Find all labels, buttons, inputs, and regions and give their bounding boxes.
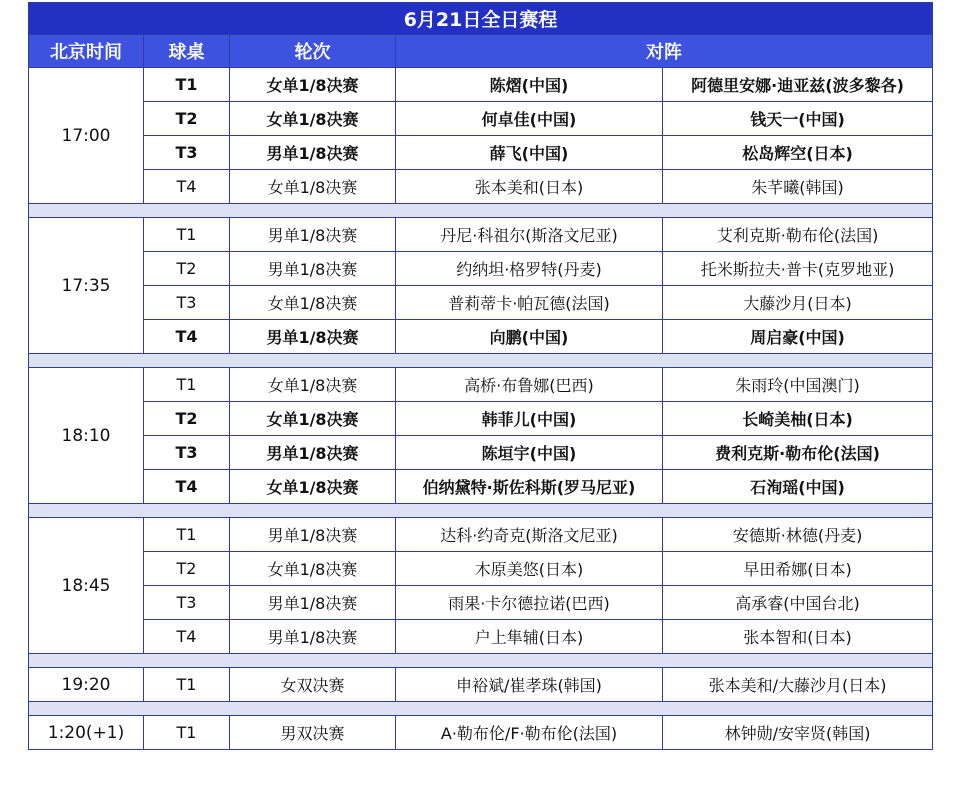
round-cell: 男单1/8决赛	[230, 518, 396, 552]
player2-cell: 松岛辉空(日本)	[663, 136, 933, 170]
separator-row	[29, 354, 933, 368]
table-cell: T2	[144, 102, 230, 136]
table-cell: T4	[144, 170, 230, 204]
separator-cell	[29, 354, 933, 368]
player2-cell: 石洵瑶(中国)	[663, 470, 933, 504]
player1-cell: 韩菲儿(中国)	[396, 402, 663, 436]
table-cell: T1	[144, 68, 230, 102]
player2-cell: 朱雨玲(中国澳门)	[663, 368, 933, 402]
page-title: 6月21日全日赛程	[29, 3, 933, 35]
table-cell: T2	[144, 552, 230, 586]
player1-cell: 约纳坦·格罗特(丹麦)	[396, 252, 663, 286]
player2-cell: 阿德里安娜·迪亚兹(波多黎各)	[663, 68, 933, 102]
player2-cell: 早田希娜(日本)	[663, 552, 933, 586]
table-cell: T3	[144, 436, 230, 470]
table-cell: T3	[144, 586, 230, 620]
header-matchup: 对阵	[396, 35, 933, 68]
player2-cell: 高承睿(中国台北)	[663, 586, 933, 620]
match-row	[29, 102, 933, 136]
header-table: 球桌	[144, 35, 230, 68]
player1-cell: 张本美和(日本)	[396, 170, 663, 204]
player1-cell: 普莉蒂卡·帕瓦德(法国)	[396, 286, 663, 320]
match-row	[29, 368, 933, 402]
match-row	[29, 668, 933, 702]
match-row	[29, 470, 933, 504]
player2-cell: 大藤沙月(日本)	[663, 286, 933, 320]
table-cell: T3	[144, 136, 230, 170]
match-row	[29, 136, 933, 170]
player2-cell: 周启豪(中国)	[663, 320, 933, 354]
player2-cell: 托米斯拉夫·普卡(克罗地亚)	[663, 252, 933, 286]
table-cell: T4	[144, 470, 230, 504]
match-row	[29, 518, 933, 552]
table-cell: T1	[144, 368, 230, 402]
separator-cell	[29, 504, 933, 518]
round-cell: 男单1/8决赛	[230, 620, 396, 654]
round-cell: 男单1/8决赛	[230, 436, 396, 470]
separator-row	[29, 204, 933, 218]
player2-cell: 钱天一(中国)	[663, 102, 933, 136]
separator-cell	[29, 702, 933, 716]
player1-cell: 雨果·卡尔德拉诺(巴西)	[396, 586, 663, 620]
player1-cell: 陈熠(中国)	[396, 68, 663, 102]
round-cell: 男单1/8决赛	[230, 136, 396, 170]
player1-cell: 高桥·布鲁娜(巴西)	[396, 368, 663, 402]
table-cell: T1	[144, 668, 230, 702]
time-cell: 18:10	[29, 368, 144, 504]
time-cell: 19:20	[29, 668, 144, 702]
header-time: 北京时间	[29, 35, 144, 68]
round-cell: 女单1/8决赛	[230, 470, 396, 504]
round-cell: 男单1/8决赛	[230, 252, 396, 286]
player1-cell: 木原美悠(日本)	[396, 552, 663, 586]
round-cell: 女单1/8决赛	[230, 286, 396, 320]
match-row	[29, 170, 933, 204]
player1-cell: 达科·约奇克(斯洛文尼亚)	[396, 518, 663, 552]
match-row	[29, 716, 933, 750]
table-cell: T1	[144, 218, 230, 252]
round-cell: 女单1/8决赛	[230, 68, 396, 102]
time-cell: 18:45	[29, 518, 144, 654]
time-cell: 1:20(+1)	[29, 716, 144, 750]
match-row	[29, 552, 933, 586]
table-cell: T1	[144, 518, 230, 552]
match-row	[29, 218, 933, 252]
player2-cell: 张本美和/大藤沙月(日本)	[663, 668, 933, 702]
match-row	[29, 620, 933, 654]
table-cell: T4	[144, 620, 230, 654]
match-row	[29, 402, 933, 436]
match-row	[29, 586, 933, 620]
separator-cell	[29, 654, 933, 668]
round-cell: 女单1/8决赛	[230, 368, 396, 402]
table-cell: T3	[144, 286, 230, 320]
round-cell: 男单1/8决赛	[230, 320, 396, 354]
match-row	[29, 436, 933, 470]
header-round: 轮次	[230, 35, 396, 68]
header-row	[29, 35, 933, 68]
round-cell: 女单1/8决赛	[230, 102, 396, 136]
player2-cell: 安德斯·林德(丹麦)	[663, 518, 933, 552]
match-row	[29, 320, 933, 354]
round-cell: 男双决赛	[230, 716, 396, 750]
match-row	[29, 286, 933, 320]
round-cell: 女单1/8决赛	[230, 552, 396, 586]
player1-cell: 申裕斌/崔孝珠(韩国)	[396, 668, 663, 702]
separator-row	[29, 654, 933, 668]
separator-row	[29, 504, 933, 518]
player2-cell: 林钟勋/安宰贤(韩国)	[663, 716, 933, 750]
player1-cell: 陈垣宇(中国)	[396, 436, 663, 470]
separator-cell	[29, 204, 933, 218]
round-cell: 女单1/8决赛	[230, 402, 396, 436]
round-cell: 男单1/8决赛	[230, 586, 396, 620]
player1-cell: 丹尼·科祖尔(斯洛文尼亚)	[396, 218, 663, 252]
player1-cell: 薛飞(中国)	[396, 136, 663, 170]
round-cell: 男单1/8决赛	[230, 218, 396, 252]
table-cell: T2	[144, 402, 230, 436]
player2-cell: 艾利克斯·勒布伦(法国)	[663, 218, 933, 252]
table-cell: T4	[144, 320, 230, 354]
player1-cell: 户上隼辅(日本)	[396, 620, 663, 654]
player2-cell: 长崎美柚(日本)	[663, 402, 933, 436]
player1-cell: A·勒布伦/F·勒布伦(法国)	[396, 716, 663, 750]
player2-cell: 张本智和(日本)	[663, 620, 933, 654]
player2-cell: 费利克斯·勒布伦(法国)	[663, 436, 933, 470]
match-row	[29, 252, 933, 286]
round-cell: 女双决赛	[230, 668, 396, 702]
player1-cell: 向鹏(中国)	[396, 320, 663, 354]
round-cell: 女单1/8决赛	[230, 170, 396, 204]
table-cell: T1	[144, 716, 230, 750]
player1-cell: 伯纳黛特·斯佐科斯(罗马尼亚)	[396, 470, 663, 504]
schedule-table	[28, 2, 933, 750]
table-cell: T2	[144, 252, 230, 286]
player2-cell: 朱芊曦(韩国)	[663, 170, 933, 204]
time-cell: 17:00	[29, 68, 144, 204]
separator-row	[29, 702, 933, 716]
time-cell: 17:35	[29, 218, 144, 354]
schedule-body	[29, 68, 933, 750]
match-row	[29, 68, 933, 102]
player1-cell: 何卓佳(中国)	[396, 102, 663, 136]
